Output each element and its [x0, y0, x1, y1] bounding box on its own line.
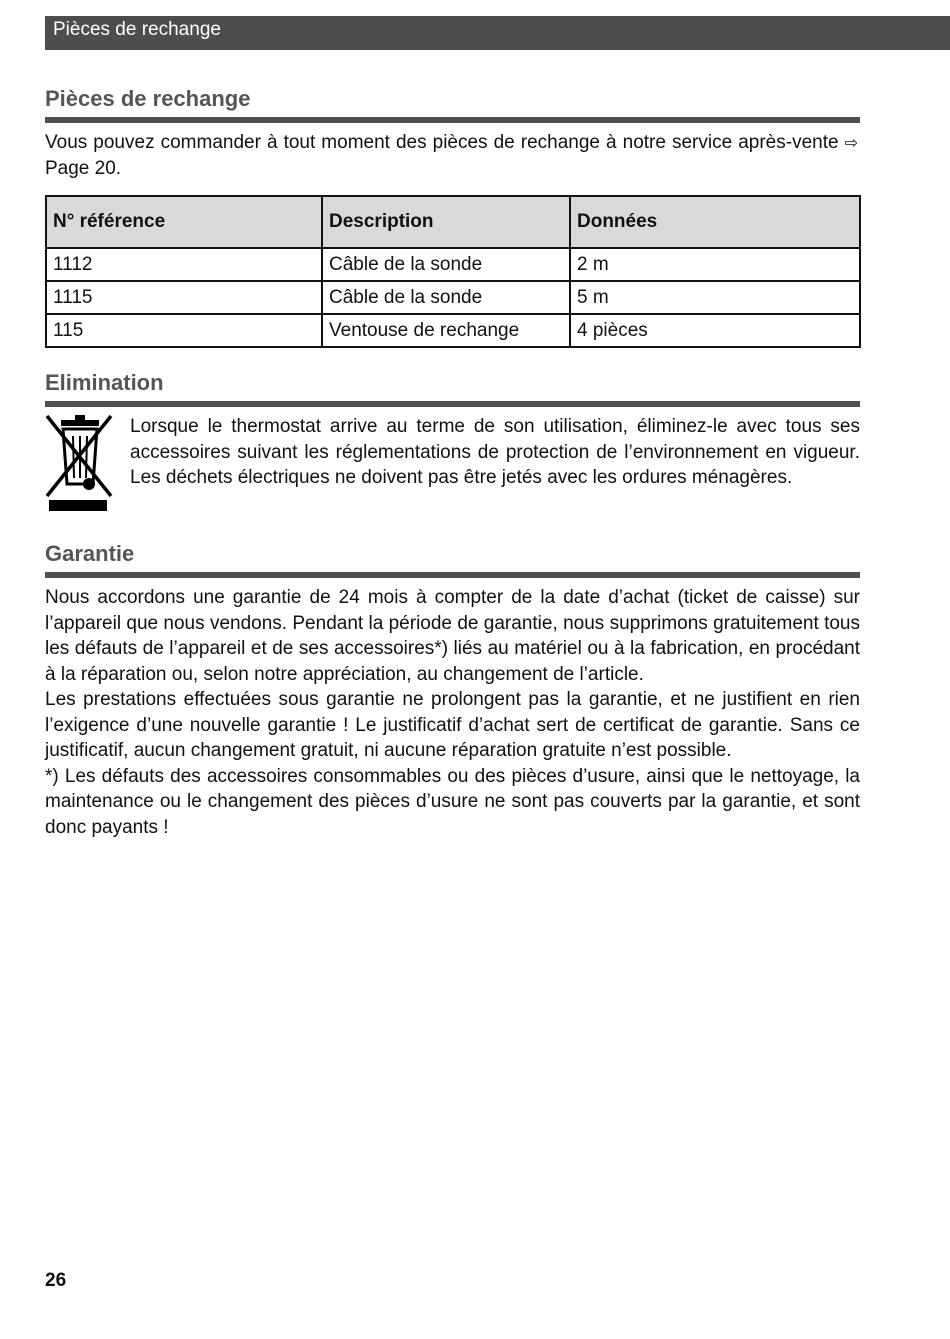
table-cell-description: Câble de la sonde: [322, 248, 570, 281]
elimination-heading: Elimination: [45, 370, 164, 395]
spare-parts-section: [45, 84, 860, 348]
table-cell-data: 2 m: [570, 248, 860, 281]
page-header-bar: [45, 16, 950, 50]
elimination-text: Lorsque le thermostat arrive au terme de son utilisation, éliminez-le avec tous ses accessoires suivant les réglementations de protection de l’environnement en vigueur. Les déchets électriques ne doivent pas être jetés avec les ordures ménagères.: [130, 416, 860, 488]
table-cell-data: 5 m: [570, 281, 860, 314]
spare-parts-heading: Pièces de rechange: [45, 86, 251, 111]
spare-parts-table: [45, 195, 861, 348]
column-header-data: Données: [570, 196, 860, 248]
table-header-row: [46, 196, 860, 248]
table-row: [46, 281, 860, 314]
spare-parts-intro: [45, 130, 860, 181]
column-header-reference: N° référence: [46, 196, 322, 248]
elimination-row: [45, 414, 860, 517]
warranty-paragraph: *) Les défauts des accessoires consommables ou des pièces d’usure, ainsi que le nettoyage, la maintenance ou le changement des pièces d’usure ne sont pas couverts par la garantie, et sont donc payants !: [45, 765, 860, 838]
page-number: 26: [45, 1270, 67, 1291]
warranty-section: [45, 539, 860, 840]
spare-parts-intro-text: Vous pouvez commander à tout moment des pièces de rechange à notre service après-vente: [45, 132, 839, 153]
table-cell-description: Câble de la sonde: [322, 281, 570, 314]
page-content: [45, 84, 860, 840]
warranty-heading: Garantie: [45, 541, 135, 566]
table-row: [46, 248, 860, 281]
page-header-title: Pièces de rechange: [53, 19, 221, 40]
column-header-description: Description: [322, 196, 570, 248]
table-cell-reference: 115: [46, 314, 322, 347]
table-cell-description: Ventouse de rechange: [322, 314, 570, 347]
table-row: [46, 314, 860, 347]
crossed-out-wheelie-bin-icon: [45, 414, 115, 517]
table-cell-reference: 1115: [46, 281, 322, 314]
table-cell-reference: 1112: [46, 248, 322, 281]
elimination-section: [45, 368, 860, 517]
section-rule: [45, 401, 860, 407]
arrow-right-icon: ⇨: [844, 133, 859, 152]
page-reference-link[interactable]: Page 20.: [45, 157, 122, 179]
table-cell-data: 4 pièces: [570, 314, 860, 347]
warranty-paragraph: Nous accordons une garantie de 24 mois à compter de la date d’achat (ticket de caisse) sur l’appareil que nous vendons. Pendant la période de garantie, nous supprimons gratuitement tous les défauts de l’appareil et de ses accessoires*) liés au matériel ou à la fabrication, en procédant à la réparation ou, selon notre appréciation, au changement de l’article.: [45, 587, 860, 685]
section-rule: [45, 572, 860, 578]
section-rule: [45, 117, 860, 123]
warranty-paragraph: Les prestations effectuées sous garantie ne prolongent pas la garantie, et ne justifient en rien l’exigence d’une nouvelle garantie ! Le justificatif d’achat sert de certificat de garantie. Sans ce justificatif, aucun changement gratuit, ni aucune réparation gratuite n’est possible.: [45, 689, 860, 761]
